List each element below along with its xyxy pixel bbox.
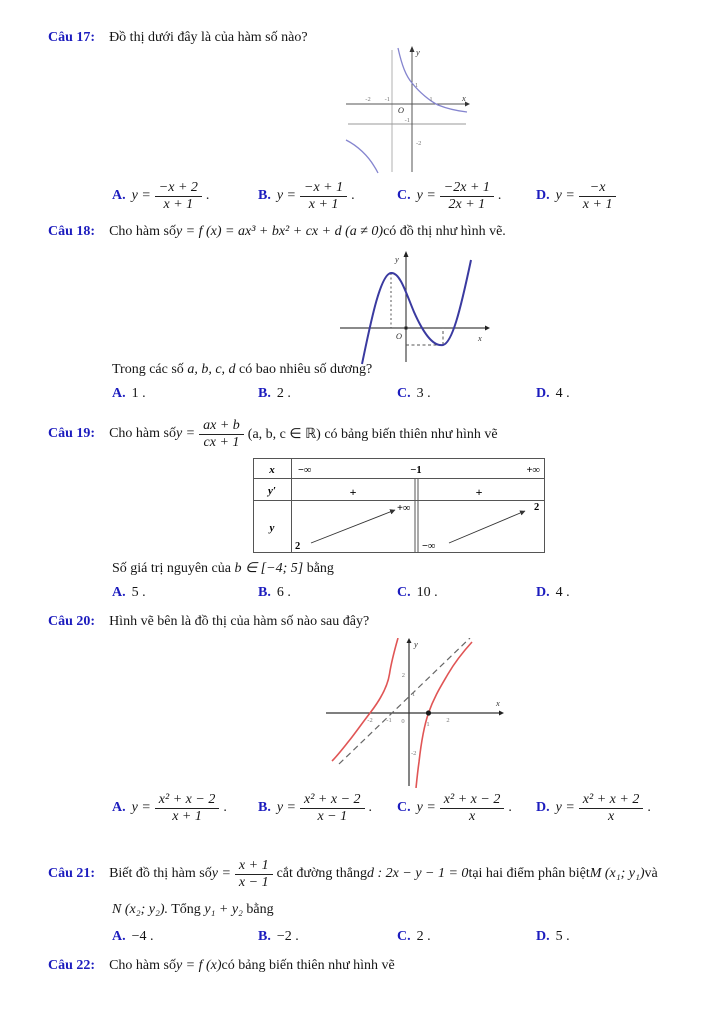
q20-answers <box>0 792 724 836</box>
fraction <box>440 792 505 824</box>
answer-option <box>258 929 299 945</box>
answer-value: 3 . <box>416 386 431 401</box>
x-tick: -2 <box>365 96 371 103</box>
fraction <box>579 180 617 212</box>
q22-question-math: y = f (x) <box>175 958 222 973</box>
fraction-denominator: x − 1 <box>235 874 273 891</box>
answer-option <box>536 929 570 945</box>
fraction <box>155 792 220 824</box>
answer-tail: . <box>223 800 227 816</box>
q18-question-pre: Cho hàm số <box>109 224 176 239</box>
q19-question-post: (a, b, c ∈ ℝ) có bảng biến thiên như hình vẽ <box>247 426 498 442</box>
y-limit-right-high: 2 <box>534 502 540 513</box>
x-value-left: −∞ <box>298 465 312 476</box>
q21-line2-text2: bằng <box>242 902 274 917</box>
q21-seg2: cắt đường thẳng <box>276 866 367 882</box>
origin-label: O <box>395 331 402 341</box>
answer-option <box>397 180 501 212</box>
answer-value: 4 . <box>555 386 570 401</box>
answer-letter: D. <box>536 188 550 204</box>
q17-question-text: Đồ thị dưới đây là của hàm số nào? <box>109 30 308 45</box>
y-tick: -2 <box>411 750 417 757</box>
q17-answers <box>0 180 724 224</box>
q21-line-equation: d : 2x − y − 1 = 0 <box>367 866 469 882</box>
answer-letter: B. <box>258 800 271 816</box>
y-axis-arrow <box>404 251 409 257</box>
q17-label: Câu 17: <box>48 30 96 45</box>
q21-point-M: M (x₁; y₁) <box>589 866 645 882</box>
q18-sub-post: có bao nhiêu số dương? <box>235 362 373 377</box>
y-tick: 1 <box>412 691 416 698</box>
x-tick: 1 <box>426 721 430 728</box>
answer-tail: . <box>508 800 512 816</box>
answer-option <box>258 180 355 212</box>
equation-lhs: y = <box>211 866 231 882</box>
y-tick: 1 <box>415 82 419 89</box>
answer-value: 2 . <box>416 929 431 944</box>
answer-option <box>258 585 291 601</box>
x-axis-arrow <box>499 711 504 716</box>
answer-letter: B. <box>258 188 271 204</box>
equation-lhs: y = <box>416 188 436 204</box>
q19-sub-pre: Số giá trị nguyên của <box>112 561 235 576</box>
answer-option <box>536 386 570 402</box>
answer-tail: . <box>647 800 651 816</box>
equation-lhs: y = <box>276 800 297 816</box>
q19-answers <box>0 585 724 609</box>
q21-seg4: tại hai điểm phân biệt <box>468 866 590 882</box>
q20-header <box>48 614 369 630</box>
q21-answers <box>0 929 724 953</box>
answer-option <box>112 386 146 402</box>
q18-answers <box>0 386 724 410</box>
answer-letter: A. <box>112 188 126 204</box>
q18-sub-math: a, b, c, d <box>187 362 236 377</box>
answer-option <box>112 180 209 212</box>
equation-lhs: y = <box>131 188 151 204</box>
answer-letter: D. <box>536 800 550 816</box>
answer-value: 5 . <box>131 585 146 600</box>
fraction-denominator: x − 1 <box>300 808 365 825</box>
equation-lhs: y = <box>131 800 151 816</box>
q21-label: Câu 21: <box>48 866 96 882</box>
fraction <box>440 180 494 212</box>
fraction-denominator: x <box>579 808 644 825</box>
q19-variation-table <box>253 458 545 553</box>
answer-letter: C. <box>397 929 411 944</box>
y-limit-left-low: 2 <box>295 541 301 552</box>
answer-value: 5 . <box>555 929 570 944</box>
cubic-curve <box>362 260 471 364</box>
q19-label: Câu 19: <box>48 426 96 442</box>
answer-letter: B. <box>258 386 271 401</box>
y-tick: 2 <box>401 672 405 679</box>
fraction <box>300 180 347 212</box>
q18-label: Câu 18: <box>48 224 96 239</box>
y-axis-label: y <box>395 254 399 264</box>
answer-value: 10 . <box>416 585 438 600</box>
fraction <box>235 858 273 890</box>
answer-letter: A. <box>112 386 126 401</box>
answer-letter: D. <box>536 929 550 944</box>
answer-value: −2 . <box>276 929 299 944</box>
point-1-0 <box>426 710 431 715</box>
answer-tail: . <box>351 188 355 204</box>
q21-seg1: Biết đồ thị hàm số <box>109 866 212 882</box>
answer-letter: A. <box>112 585 126 600</box>
q17-graph <box>340 46 470 174</box>
sign-left: + <box>349 485 357 499</box>
x-tick: -1 <box>386 717 392 724</box>
y-tick: -1 <box>404 117 410 124</box>
q18-header <box>48 224 506 240</box>
q21-line2-text1: Tổng <box>168 902 205 917</box>
answer-tail: . <box>497 188 502 204</box>
answer-letter: A. <box>112 929 126 944</box>
answer-option <box>258 386 291 402</box>
q21-header-line1 <box>48 858 658 890</box>
answer-letter: B. <box>258 585 271 600</box>
fraction-denominator: 2x + 1 <box>440 196 494 213</box>
equation-lhs: y = <box>175 426 196 442</box>
fraction-numerator: x² + x − 2 <box>304 792 361 807</box>
q22-label: Câu 22: <box>48 958 96 973</box>
fraction <box>199 418 244 450</box>
y-axis-label: y <box>416 47 420 57</box>
answer-letter: C. <box>397 585 411 600</box>
q20-graph <box>322 638 507 788</box>
origin-label: O <box>397 105 404 115</box>
oblique-asymptote-dashed <box>339 638 470 764</box>
answer-letter: D. <box>536 386 550 401</box>
curve-branch-left <box>346 140 378 173</box>
fraction-numerator: −x + 2 <box>158 180 198 195</box>
fraction-denominator: x <box>440 808 505 825</box>
answer-letter: C. <box>397 800 411 816</box>
y-axis-label: y <box>414 639 418 649</box>
answer-option <box>397 585 438 601</box>
q21-point-N: N (x₂; y₂). <box>112 902 168 917</box>
fraction-numerator: −2x + 1 <box>443 180 490 195</box>
answer-value: 4 . <box>555 585 570 600</box>
sign-right: + <box>475 485 483 499</box>
fraction-numerator: −x + 1 <box>304 180 344 195</box>
q18-question-post: có đồ thị như hình vẽ. <box>383 224 506 239</box>
q21-header-line2 <box>112 902 274 918</box>
fraction-numerator: x + 1 <box>238 858 269 873</box>
q22-header <box>48 958 395 974</box>
answer-value: 6 . <box>276 585 291 600</box>
answer-letter: C. <box>397 386 411 401</box>
increase-arrow-right <box>449 511 525 543</box>
q21-seg6: và <box>644 866 658 882</box>
fraction-numerator: x² + x − 2 <box>443 792 501 807</box>
answer-option <box>258 792 372 824</box>
x-tick: 1 <box>429 96 433 103</box>
q18-question-math: y = f (x) = ax³ + bx² + cx + d (a ≠ 0) <box>175 224 384 239</box>
x-value-mid: −1 <box>410 465 422 476</box>
table-header-y: y <box>269 522 275 534</box>
table-header-yprime: y′ <box>268 485 276 497</box>
answer-option <box>112 792 227 824</box>
answer-option <box>397 929 431 945</box>
q18-graph <box>332 248 497 366</box>
fraction-denominator: x + 1 <box>155 196 202 213</box>
x-axis-label: x <box>496 698 500 708</box>
curve-branch-right <box>416 642 472 788</box>
answer-letter: C. <box>397 188 411 204</box>
fraction <box>579 792 644 824</box>
y-limit-right-low: −∞ <box>422 541 436 552</box>
q20-question-text: Hình vẽ bên là đồ thị của hàm số nào sau đây? <box>109 614 370 629</box>
origin-point <box>405 327 408 330</box>
answer-option <box>536 585 570 601</box>
answer-letter: B. <box>258 929 271 944</box>
answer-option <box>112 929 154 945</box>
fraction-numerator: −x <box>589 180 606 195</box>
answer-option <box>536 792 651 824</box>
answer-tail: . <box>368 800 373 816</box>
x-tick: 2 <box>446 717 450 724</box>
equation-lhs: y = <box>276 188 297 204</box>
answer-value: 2 . <box>276 386 291 401</box>
q22-question-post: có bảng biến thiên như hình vẽ <box>221 958 395 973</box>
q21-sum-expression: y₁ + y₂ <box>204 902 243 917</box>
equation-lhs: y = <box>416 800 436 816</box>
x-tick: 0 <box>401 718 405 725</box>
q18-sub-pre: Trong các số <box>112 362 188 377</box>
q19-question-pre: Cho hàm số <box>109 426 176 442</box>
q18-subquestion <box>112 362 372 378</box>
fraction-numerator: ax + b <box>203 418 240 433</box>
equation-lhs: y = <box>555 188 575 204</box>
table-header-x: x <box>269 464 275 476</box>
fraction-denominator: cx + 1 <box>199 434 244 451</box>
fraction-denominator: x + 1 <box>155 808 220 825</box>
x-axis-label: x <box>462 93 466 103</box>
x-tick: -1 <box>384 96 390 103</box>
answer-value: −4 . <box>131 929 154 944</box>
x-axis-label: x <box>478 333 482 343</box>
fraction-numerator: x² + x − 2 <box>158 792 216 807</box>
y-limit-left-high: +∞ <box>397 503 411 514</box>
q19-sub-math: b ∈ [−4; 5] <box>234 561 304 576</box>
x-value-right: +∞ <box>526 465 540 476</box>
answer-option <box>397 792 512 824</box>
y-tick: -2 <box>416 140 422 147</box>
answer-letter: D. <box>536 585 550 600</box>
answer-tail: . <box>205 188 210 204</box>
answer-letter: A. <box>112 800 126 816</box>
x-tick: -2 <box>367 717 373 724</box>
y-axis-arrow <box>407 638 412 643</box>
curve-branch-left <box>332 638 398 761</box>
x-axis-arrow <box>485 326 490 331</box>
q19-subquestion <box>112 560 334 577</box>
q19-header <box>48 418 498 450</box>
q20-label: Câu 20: <box>48 614 96 629</box>
answer-option <box>112 585 146 601</box>
answer-option <box>536 180 620 212</box>
equation-lhs: y = <box>555 800 575 816</box>
fraction-numerator: x² + x + 2 <box>582 792 640 807</box>
fraction <box>155 180 202 212</box>
fraction-denominator: x + 1 <box>579 196 617 213</box>
answer-value: 1 . <box>131 386 146 401</box>
fraction <box>300 792 365 824</box>
y-axis-arrow <box>410 46 415 52</box>
q17-header <box>48 30 308 46</box>
fraction-denominator: x + 1 <box>300 196 347 213</box>
increase-arrow-left <box>311 510 395 543</box>
answer-option <box>397 386 431 402</box>
q22-question-pre: Cho hàm số <box>109 958 176 973</box>
q19-sub-post: bằng <box>303 561 334 576</box>
